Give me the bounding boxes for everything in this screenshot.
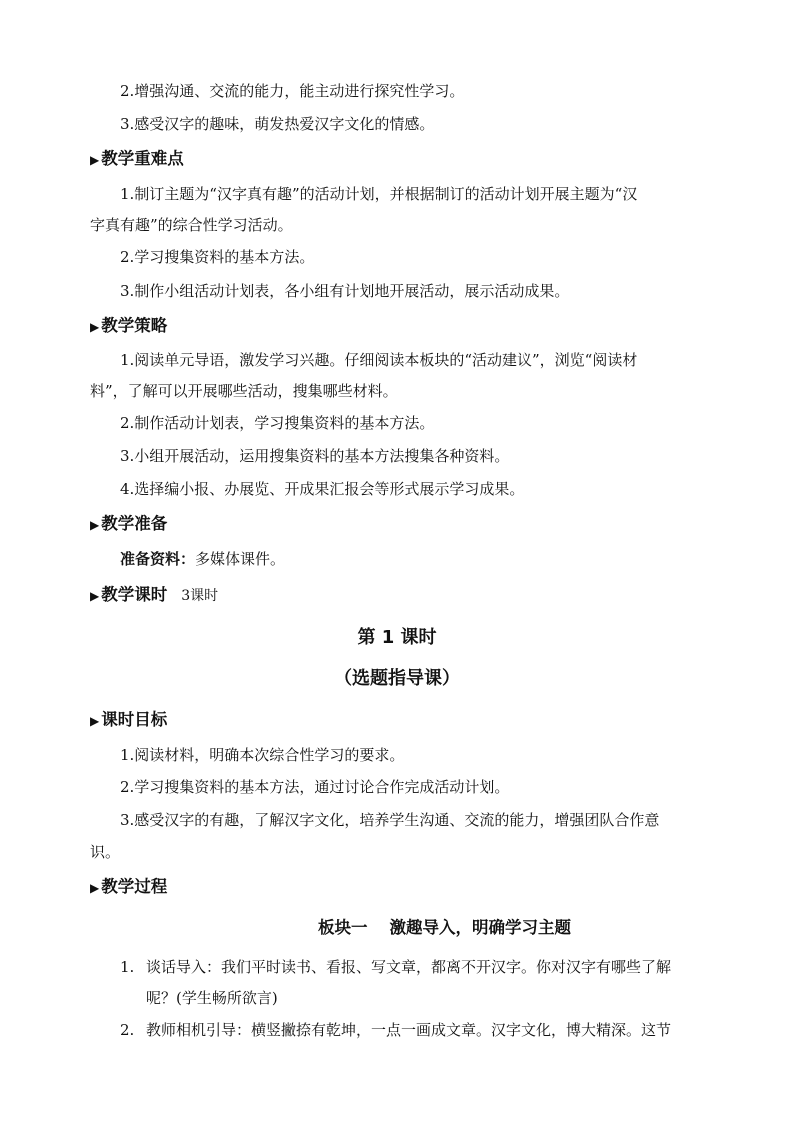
process-step-2-line-1 xyxy=(120,1020,671,1040)
process-step-1-line-1 xyxy=(120,957,671,977)
strategy-item-2: 2.制作活动计划表，学习搜集资料的基本方法。 xyxy=(120,414,435,432)
strategy-item-1-line-2: 料”，了解可以开展哪些活动，搜集哪些材料。 xyxy=(90,382,398,400)
heading-text: 教学策略 xyxy=(101,316,168,335)
heading-text: 教学重难点 xyxy=(101,149,184,168)
strategy-item-4: 4.选择编小报、办展览、开成果汇报会等形式展示学习成果。 xyxy=(120,480,525,498)
step-text: 教师相机引导：横竖撇捺有乾坤，一点一画成文章。汉字文化，博大精深。这节 xyxy=(146,1021,672,1039)
lesson-objective-item-2: 2.学习搜集资料的基本方法，通过讨论合作完成活动计划。 xyxy=(120,778,510,796)
heading-key-points xyxy=(90,148,184,171)
key-point-item-2: 2.学习搜集资料的基本方法。 xyxy=(120,248,315,266)
heading-text: 教学准备 xyxy=(101,514,168,533)
heading-text: 课时目标 xyxy=(101,710,168,729)
heading-text: 教学过程 xyxy=(101,877,168,896)
key-point-item-1-line-1: 1.制订主题为“汉字真有趣”的活动计划，并根据制订的活动计划开展主题为“汉 xyxy=(120,185,638,203)
objective-item-2: 2.增强沟通、交流的能力，能主动进行探究性学习。 xyxy=(120,82,465,100)
block-label: 板块一 xyxy=(318,918,368,937)
strategy-item-1-line-1: 1.阅读单元导语，激发学习兴趣。仔细阅读本板块的“活动建议”，浏览“阅读材 xyxy=(120,351,638,369)
heading-preparation xyxy=(90,513,167,536)
step-number: 2. xyxy=(120,1021,135,1039)
triangle-bullet-icon: ▶ xyxy=(90,153,100,167)
objective-item-3: 3.感受汉字的趣味，萌发热爱汉字文化的情感。 xyxy=(120,115,435,133)
lesson-objective-item-3-line-2: 识。 xyxy=(90,843,121,861)
step-text: 谈话导入：我们平时读书、看报、写文章，都离不开汉字。你对汉字有哪些了解 xyxy=(146,958,672,976)
heading-lesson-objectives xyxy=(90,709,167,732)
heading-text: 教学课时 xyxy=(101,585,168,604)
triangle-bullet-icon: ▶ xyxy=(90,320,100,334)
block-one-title xyxy=(318,917,571,939)
heading-strategy xyxy=(90,315,167,338)
triangle-bullet-icon: ▶ xyxy=(90,714,100,728)
heading-process xyxy=(90,876,167,899)
key-point-item-3: 3.制作小组活动计划表，各小组有计划地开展活动，展示活动成果。 xyxy=(120,282,570,300)
lesson-objective-item-1: 1.阅读材料，明确本次综合性学习的要求。 xyxy=(120,746,405,764)
triangle-bullet-icon: ▶ xyxy=(90,518,100,532)
hours-value: 3课时 xyxy=(181,588,219,604)
lesson-subtitle: （选题指导课） xyxy=(334,668,460,689)
lesson-title: 第 1 课时 xyxy=(357,627,437,648)
preparation-value: 多媒体课件。 xyxy=(195,550,286,568)
process-step-1-line-2: 呢？(学生畅所欲言) xyxy=(146,989,278,1007)
block-title: 激趣导入，明确学习主题 xyxy=(389,918,571,937)
triangle-bullet-icon: ▶ xyxy=(90,589,100,603)
preparation-label: 准备资料： xyxy=(120,550,196,568)
lesson-objective-item-3-line-1: 3.感受汉字的有趣，了解汉字文化，培养学生沟通、交流的能力，增强团队合作意 xyxy=(120,811,660,829)
strategy-item-3: 3.小组开展活动，运用搜集资料的基本方法搜集各种资料。 xyxy=(120,447,510,465)
key-point-item-1-line-2: 字真有趣”的综合性学习活动。 xyxy=(90,216,293,234)
triangle-bullet-icon: ▶ xyxy=(90,881,100,895)
heading-hours xyxy=(90,584,218,607)
step-number: 1. xyxy=(120,958,135,976)
preparation-line xyxy=(120,549,740,569)
